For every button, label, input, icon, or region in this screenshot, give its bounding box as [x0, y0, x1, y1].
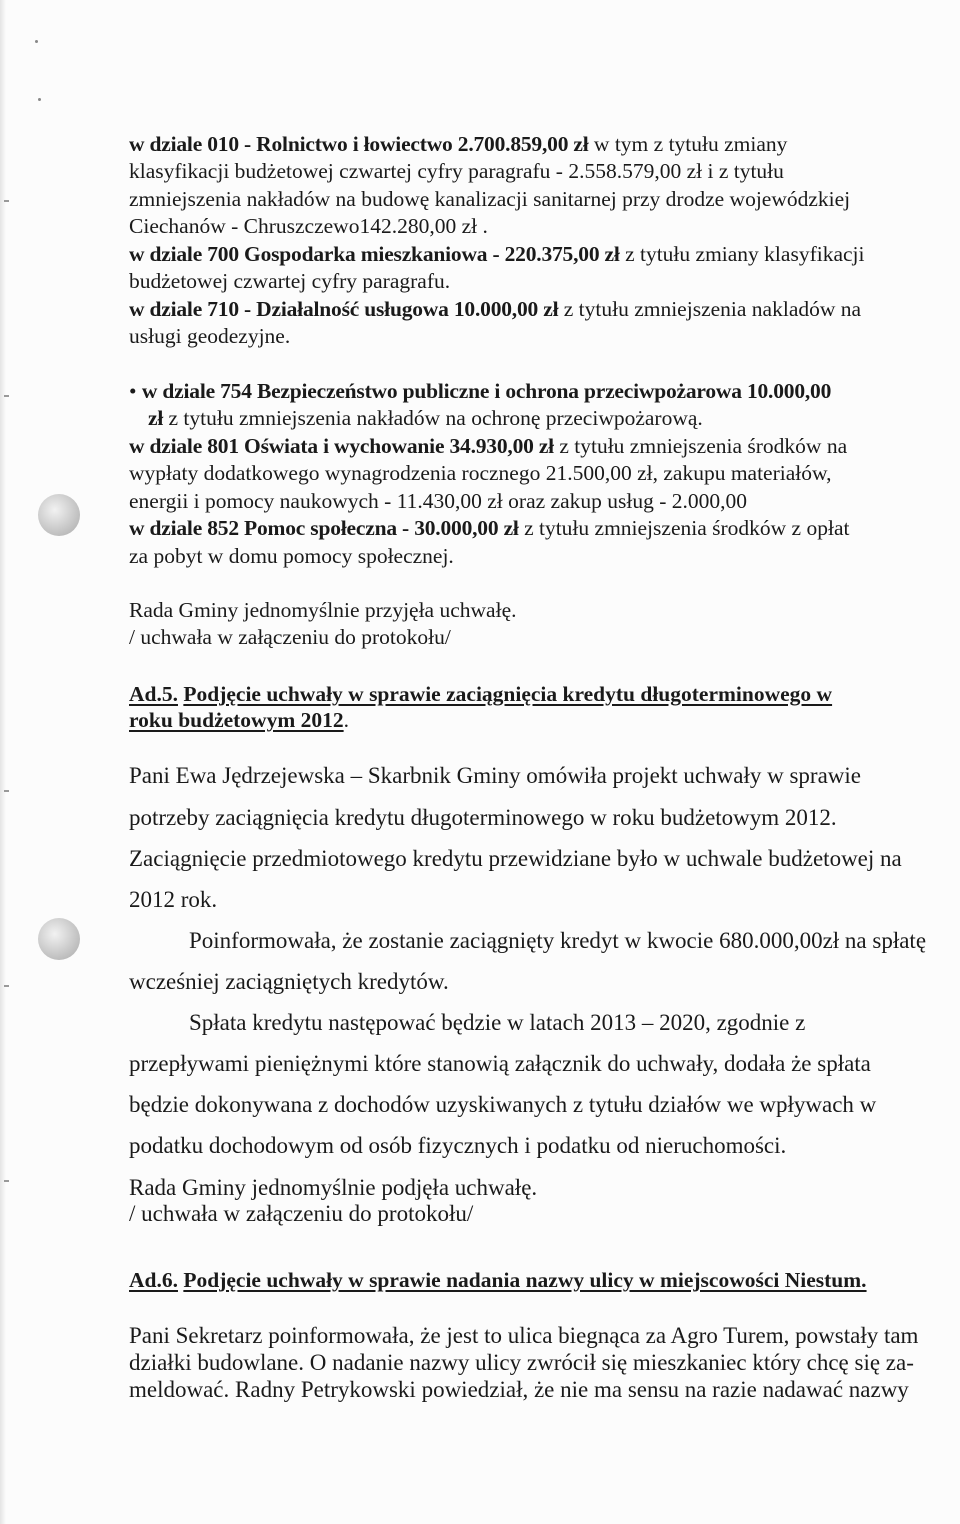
budget-line: w dziale 852 Pomoc społeczna - 30.000,00 zł z tytułu zmniejszenia środków z opłat: [129, 516, 850, 540]
budget-line: w dziale 710 - Działalność usługowa 10.000,00 zł z tytułu zmniejszenia nakladów na: [129, 297, 862, 321]
department-754-amount: w dziale 754 Bezpieczeństwo publiczne i ochrona przeciwpożarowa 10.000,00: [141, 379, 832, 403]
paragraph-line: Spłata kredytu następować będzie w latach 2013 – 2020, zgodnie z: [189, 1010, 806, 1035]
budget-line: w dziale 700 Gospodarka mieszkaniowa - 220.375,00 zł z tytułu zmiany klasyfikacji: [129, 242, 865, 266]
scan-mark: [4, 790, 9, 792]
bullet: •: [129, 379, 137, 403]
budget-line: w dziale 801 Oświata i wychowanie 34.930,00 zł z tytułu zmniejszenia środków na: [129, 434, 848, 458]
paragraph-line: przepływami pieniężnymi które stanowią załącznik do uchwały, dodała że spłata: [129, 1051, 871, 1076]
budget-line: [129, 381, 831, 403]
budget-line: zmniejszenia nakładów na budowę kanalizacji sanitarnej przy drodze wojewódzkiej: [129, 187, 851, 211]
scan-mark: [4, 1180, 9, 1182]
scan-speck: [38, 98, 41, 101]
budget-line: za pobyt w domu pomocy społecznej.: [129, 544, 454, 568]
scan-mark: [4, 985, 9, 987]
scan-mark: [4, 395, 9, 397]
budget-line: zł z tytułu zmniejszenia nakładów na ochronę przeciwpożarową.: [148, 406, 703, 430]
punch-hole: [38, 494, 80, 536]
budget-line: wypłaty dodatkowego wynagrodzenia rocznego 21.500,00 zł, zakupu materiałów,: [129, 461, 832, 485]
resolution-note: Rada Gminy jednomyślnie podjęła uchwałę.: [129, 1175, 538, 1200]
budget-line: energii i pomocy naukowych - 11.430,00 zł oraz zakup usług - 2.000,00: [129, 489, 747, 513]
scan-mark: [4, 200, 9, 202]
paragraph-line: Zaciągnięcie przedmiotowego kredytu przewidziane było w uchwale budżetowej na: [129, 846, 902, 871]
attachment-note: / uchwała w załączeniu do protokołu/: [129, 625, 451, 649]
department-010-amount: w dziale 010 - Rolnictwo i łowiectwo 2.700.859,00 zł: [129, 132, 589, 156]
budget-line: w dziale 010 - Rolnictwo i łowiectwo 2.700.859,00 zł w tym z tytułu zmiany: [129, 132, 788, 156]
paragraph-line: będzie dokonywana z dochodów uzyskiwanych z tytułu działów we wpływach w: [129, 1092, 877, 1117]
paragraph-line: Pani Sekretarz poinformowała, że jest to ulica biegnąca za Agro Turem, powstały tam: [129, 1323, 919, 1348]
paragraph-line: działki budowlane. O nadanie nazwy ulicy zwrócił się mieszkaniec który chcę się za-: [129, 1350, 914, 1375]
budget-line: budżetowej czwartej cyfry paragrafu.: [129, 269, 451, 293]
department-700-amount: w dziale 700 Gospodarka mieszkaniowa - 220.375,00 zł: [129, 242, 620, 266]
section-heading-ad5-cont: roku budżetowym 2012.: [129, 708, 349, 732]
section-heading-ad6: Ad.6. Podjęcie uchwały w sprawie nadania nazwy ulicy w miejscowości Niestum.: [129, 1268, 867, 1292]
paragraph-line: Pani Ewa Jędrzejewska – Skarbnik Gminy omówiła projekt uchwały w sprawie: [129, 763, 861, 788]
department-710-amount: w dziale 710 - Działalność usługowa 10.000,00 zł: [129, 297, 559, 321]
paragraph-line: wcześniej zaciągniętych kredytów.: [129, 969, 449, 994]
paragraph-line: 2012 rok.: [129, 887, 218, 912]
scan-speck: [35, 40, 38, 43]
paragraph-line: potrzeby zaciągnięcia kredytu długoterminowego w roku budżetowym 2012.: [129, 805, 837, 830]
department-852-amount: w dziale 852 Pomoc społeczna - 30.000,00 zł: [129, 516, 519, 540]
section-heading-ad5: Ad.5. Podjęcie uchwały w sprawie zaciągnięcia kredytu długoterminowego w: [129, 682, 833, 706]
budget-line: klasyfikacji budżetowej czwartej cyfry paragrafu - 2.558.579,00 zł i z tytułu: [129, 159, 784, 183]
budget-line: usługi geodezyjne.: [129, 324, 291, 348]
paragraph-line: Poinformowała, że zostanie zaciągnięty kredyt w kwocie 680.000,00zł na spłatę: [189, 928, 927, 953]
paragraph-line: meldować. Radny Petrykowski powiedział, że nie ma sensu na razie nadawać nazwy: [129, 1377, 909, 1402]
budget-line: Ciechanów - Chruszczewo142.280,00 zł .: [129, 214, 488, 238]
paragraph-line: podatku dochodowym od osób fizycznych i podatku od nieruchomości.: [129, 1133, 787, 1158]
attachment-note: / uchwała w załączeniu do protokołu/: [129, 1201, 474, 1226]
punch-hole: [38, 918, 80, 960]
department-801-amount: w dziale 801 Oświata i wychowanie 34.930,00 zł: [129, 434, 554, 458]
page-edge-shadow: [0, 0, 6, 1524]
resolution-note: Rada Gminy jednomyślnie przyjęła uchwałę.: [129, 598, 517, 622]
